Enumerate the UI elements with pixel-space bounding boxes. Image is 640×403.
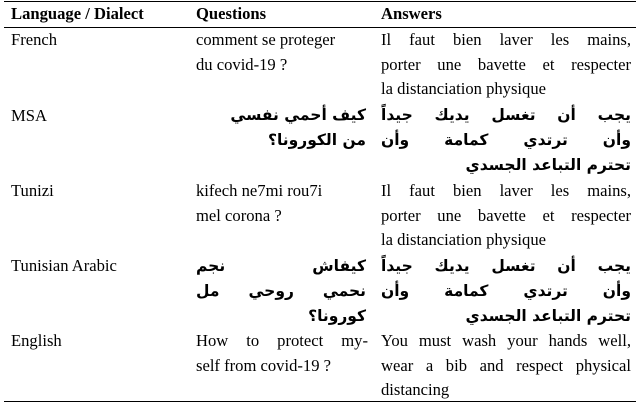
answer-line: porter une bavette et respecter: [381, 205, 631, 225]
row-english-answer: [381, 329, 631, 403]
answer-line: تحترم التباعد الجسدي: [465, 156, 631, 174]
question-line: كورونا؟: [308, 307, 366, 325]
answer-line: la distanciation physique: [381, 79, 546, 98]
answer-line: la distanciation physique: [381, 230, 546, 249]
answer-line: wear a bib and respect physical: [381, 355, 631, 375]
row-msa-answer: [381, 103, 631, 178]
row-french-question: [196, 28, 368, 77]
row-tunizi-language: Tunizi: [11, 181, 54, 200]
row-tunizi-question: [196, 179, 368, 228]
header-questions: Questions: [196, 4, 267, 23]
row-french-language: French: [11, 30, 58, 49]
row-msa-language: MSA: [11, 106, 47, 125]
row-tunizi-answer: [381, 179, 631, 253]
answer-line: يجب أن تغسل يديك جيداً: [381, 106, 631, 124]
answer-line: You must wash your hands well,: [381, 331, 631, 350]
answer-line: وأن ترتدي كمامة وأن: [381, 131, 631, 149]
header-answers: Answers: [381, 4, 442, 23]
question-line: mel corona ?: [196, 205, 282, 225]
question-line: من الكورونا؟: [268, 131, 366, 149]
answer-line: porter une bavette et respecter: [381, 54, 631, 74]
answer-line: Il faut bien laver les mains,: [381, 181, 631, 200]
row-french-answer: [381, 28, 631, 102]
row-tunisian-arabic-answer: [381, 254, 631, 329]
row-english-question: [196, 329, 368, 378]
question-line: كيف أحمي نفسي: [230, 106, 366, 124]
row-tunisian-arabic-language: Tunisian Arabic: [11, 256, 117, 275]
question-line: kifech ne7mi rou7i: [196, 181, 323, 200]
answer-line: distancing: [381, 380, 450, 399]
question-line: self from covid-19 ?: [196, 355, 332, 375]
answer-line: Il faut bien laver les mains,: [381, 30, 631, 49]
row-msa-question: [196, 103, 366, 153]
question-line: كيفاش نجم: [196, 257, 366, 275]
question-line: نحمي روحي مل: [196, 282, 366, 300]
answer-line: وأن ترتدي كمامة وأن: [381, 282, 631, 300]
row-tunisian-arabic-question: [196, 254, 366, 329]
question-line: du covid-19 ?: [196, 54, 288, 74]
answer-line: يجب أن تغسل يديك جيداً: [381, 257, 631, 275]
header-language: Language / Dialect: [11, 4, 144, 23]
answer-line: تحترم التباعد الجسدي: [465, 307, 631, 325]
question-line: comment se proteger: [196, 30, 336, 49]
question-line: How to protect my-: [196, 331, 368, 350]
row-english-language: English: [11, 331, 62, 350]
